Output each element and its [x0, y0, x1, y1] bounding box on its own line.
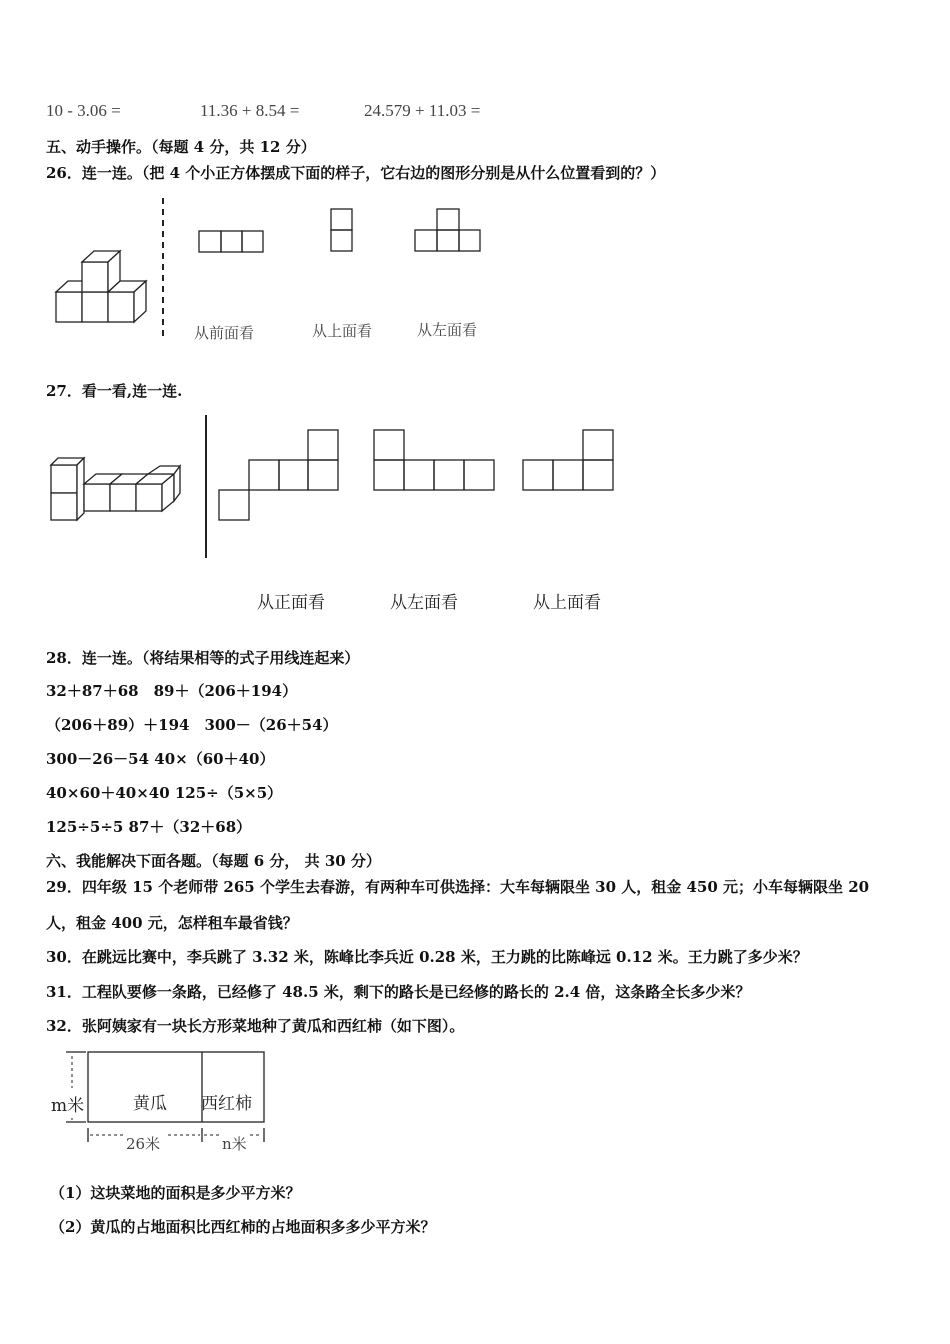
- q32-label-length-left: 26米: [126, 1135, 161, 1153]
- q28-row-3: 300－26－54 40×（60＋40）: [46, 750, 275, 768]
- q26-caption-3: 从左面看: [417, 321, 478, 339]
- q32-text: 32．张阿姨家有一块长方形菜地种了黄瓜和西红柿（如下图）。: [46, 1017, 465, 1035]
- q32-label-tomato: 西红柿: [201, 1094, 252, 1114]
- q27-text: 27．看一看,连一连.: [46, 382, 183, 400]
- q28-text: 28．连一连。（将结果相等的式子用线连起来）: [46, 649, 360, 667]
- q28-row-2: （206＋89）＋194 300－（26＋54）: [46, 716, 338, 734]
- arith-item-1: 10 - 3.06 =: [46, 101, 121, 120]
- q32-sub-2: （2）黄瓜的占地面积比西红柿的占地面积多多少平方米？: [50, 1218, 436, 1236]
- arith-item-2: 11.36 + 8.54 =: [200, 101, 300, 120]
- q29-line-1: 29．四年级 15 个老师带 265 个学生去春游，有两种车可供选择：大车每辆限坐 30 人，租金 450 元；小车每辆限坐 20: [46, 878, 870, 896]
- q32-label-height: m米: [50, 1091, 85, 1116]
- q30-text: 30．在跳远比赛中，李兵跳了 3.32 米，陈峰比李兵近 0.28 米，王力跳的比陈峰远 0.12 米。王力跳了多少米？: [46, 948, 808, 966]
- q26-caption-2: 从上面看: [312, 322, 373, 340]
- q27-caption-2: 从左面看: [390, 593, 458, 613]
- section5-heading: 五、动手操作。（每题 4 分，共 12 分）: [46, 138, 316, 156]
- q28-row-5: 125÷5÷5 87＋（32＋68）: [46, 818, 252, 836]
- q29-line-2: 人，租金 400 元，怎样租车最省钱？: [46, 914, 298, 932]
- q28-row-4: 40×60＋40×40 125÷（5×5）: [46, 784, 283, 802]
- q28-row-1: 32＋87＋68 89＋（206＋194）: [46, 682, 298, 700]
- q26-text: 26．连一连。（把 4 个小正方体摆成下面的样子，它右边的图形分别是从什么位置看到的？）: [46, 164, 666, 182]
- q32-sub-1: （1）这块菜地的面积是多少平方米？: [50, 1184, 301, 1202]
- section6-heading: 六、我能解决下面各题。（每题 6 分， 共 30 分）: [46, 852, 381, 870]
- q27-caption-3: 从上面看: [533, 593, 601, 613]
- q27-caption-1: 从正面看: [257, 593, 325, 613]
- q26-caption-1: 从前面看: [194, 324, 255, 342]
- q31-text: 31．工程队要修一条路，已经修了 48.5 米，剩下的路长是已经修的路长的 2.4 倍，这条路全长多少米？: [46, 983, 751, 1001]
- q32-label-length-right: n米: [222, 1135, 247, 1153]
- arith-item-3: 24.579 + 11.03 =: [364, 101, 481, 120]
- q32-label-cucumber: 黄瓜: [133, 1094, 167, 1114]
